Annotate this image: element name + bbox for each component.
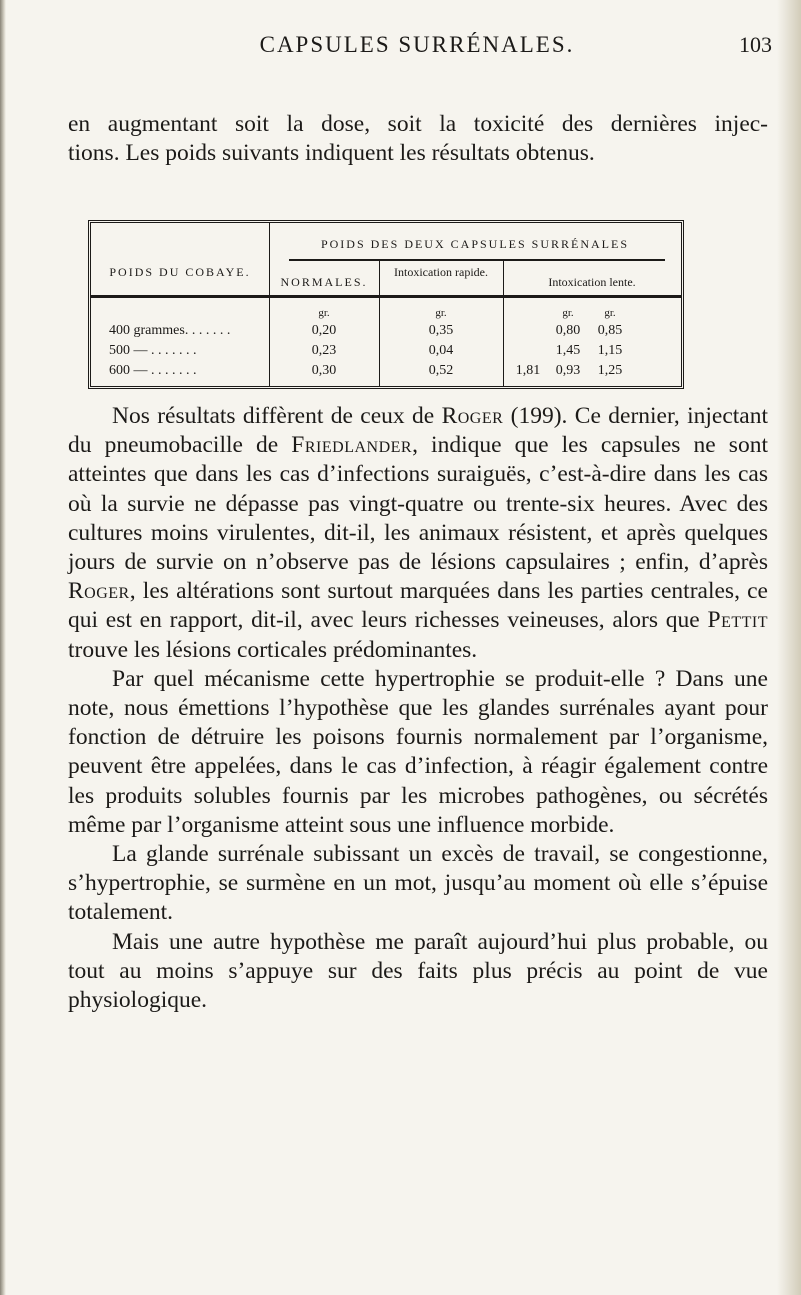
cell-normales: 0,20 [311, 323, 337, 338]
author-name: Pettit [707, 607, 768, 634]
results-table [88, 220, 684, 389]
header-bottom-rule [91, 295, 681, 298]
col-head-rapide: Intoxication rapide. [394, 265, 488, 279]
running-title: CAPSULES SURRÉNALES. [259, 32, 575, 57]
cell-lente: 0,85 [597, 323, 623, 338]
intro-line-1: en augmentant soit la dose, soit la toxicité des dernières injec- [68, 111, 768, 137]
page-edge-right [777, 0, 801, 1295]
cell-lente: 1,81 [515, 363, 541, 378]
page-edge-left [0, 0, 6, 1295]
cell-lente: 1,45 [555, 343, 581, 358]
cell-normales: 0,23 [311, 343, 337, 358]
row-label: 600 — . . . . . . . [109, 363, 197, 378]
group-brace-line [289, 259, 665, 261]
unit-rapide: gr. [435, 307, 447, 319]
author-name: Friedlander [291, 432, 413, 459]
paragraph-mechanism: Par quel mécanisme cette hypertrophie se produit-elle ? Dans une note, nous émettions l’hypothèse que les glandes surrénales ayant pour fonction de détruire les poisons fournis normalement par l’organisme, peuvent être appelées, dans le cas d’infection, à réagir également contre les produits solubles fournis par les microbes pathogènes, ou sécrétés même par l’organisme atteint sous une influence morbide. [68, 665, 768, 838]
row-label: 400 grammes. . . . . . . [109, 323, 231, 338]
cell-rapide: 0,52 [428, 363, 454, 378]
cell-lente: 1,15 [597, 343, 623, 358]
cell-lente: 1,25 [597, 363, 623, 378]
col-head-weight: POIDS DU COBAYE. [109, 265, 251, 279]
paragraph-roger [68, 402, 768, 665]
col-head-normales: NORMALES. [280, 275, 368, 289]
cell-normales: 0,30 [311, 363, 337, 378]
cell-lente: 0,93 [555, 363, 581, 378]
intro-line-2: tions. Les poids suivants indiquent les résultats obtenus. [68, 140, 595, 166]
running-head [62, 26, 772, 60]
text-run: , indique que les capsules ne sont atteintes que dans les cas d’infections suraiguës, c’est-à-dire dans les cas où la survie ne dépasse pas vingt-quatre ou trente-six heures. Avec des cultures moins virulentes, dit-il, les animaux résistent, et après quelques jours de survie on n’observe pas de lésions capsulaires ; enfin, d’après [68, 432, 768, 576]
text-run: Nos résultats diffèrent de ceux de [112, 403, 442, 429]
cell-rapide: 0,35 [428, 323, 454, 338]
col-head-lente: Intoxication lente. [548, 275, 636, 289]
cell-lente: 0,80 [555, 323, 581, 338]
paragraph-congestion: La glande surrénale subissant un excès de travail, se congestionne, s’hypertrophie, se surmène en un mot, jusqu’au moment où elle s’épuise totalement. [68, 841, 768, 926]
unit-lente-1: gr. [562, 307, 574, 319]
intro-paragraph [68, 110, 768, 168]
unit-normales: gr. [318, 307, 330, 319]
cell-rapide: 0,04 [428, 343, 454, 358]
paragraph-hypothesis: Mais une autre hypothèse me paraît aujourd’hui plus probable, ou tout au moins s’appuye sur des faits plus précis au point de vue physiologique. [68, 928, 768, 1014]
unit-lente-2: gr. [604, 307, 616, 319]
col-head-group: POIDS DES DEUX CAPSULES SURRÉNALES [320, 237, 630, 251]
author-name: Roger [68, 578, 130, 605]
text-run: , les altérations sont surtout marquées dans les parties centrales, ce qui est en rapport, dit-il, avec leurs richesses veineuses, alors que [68, 578, 768, 634]
author-name: Roger [441, 403, 504, 429]
text-run: (199). Ce dernier, injectant du pneumobacille de [68, 403, 769, 459]
body-text [68, 402, 768, 1015]
page-number: 103 [739, 32, 772, 57]
text-run: trouve les lésions corticales prédominantes. [68, 636, 478, 663]
row-label: 500 — . . . . . . . [109, 343, 197, 358]
